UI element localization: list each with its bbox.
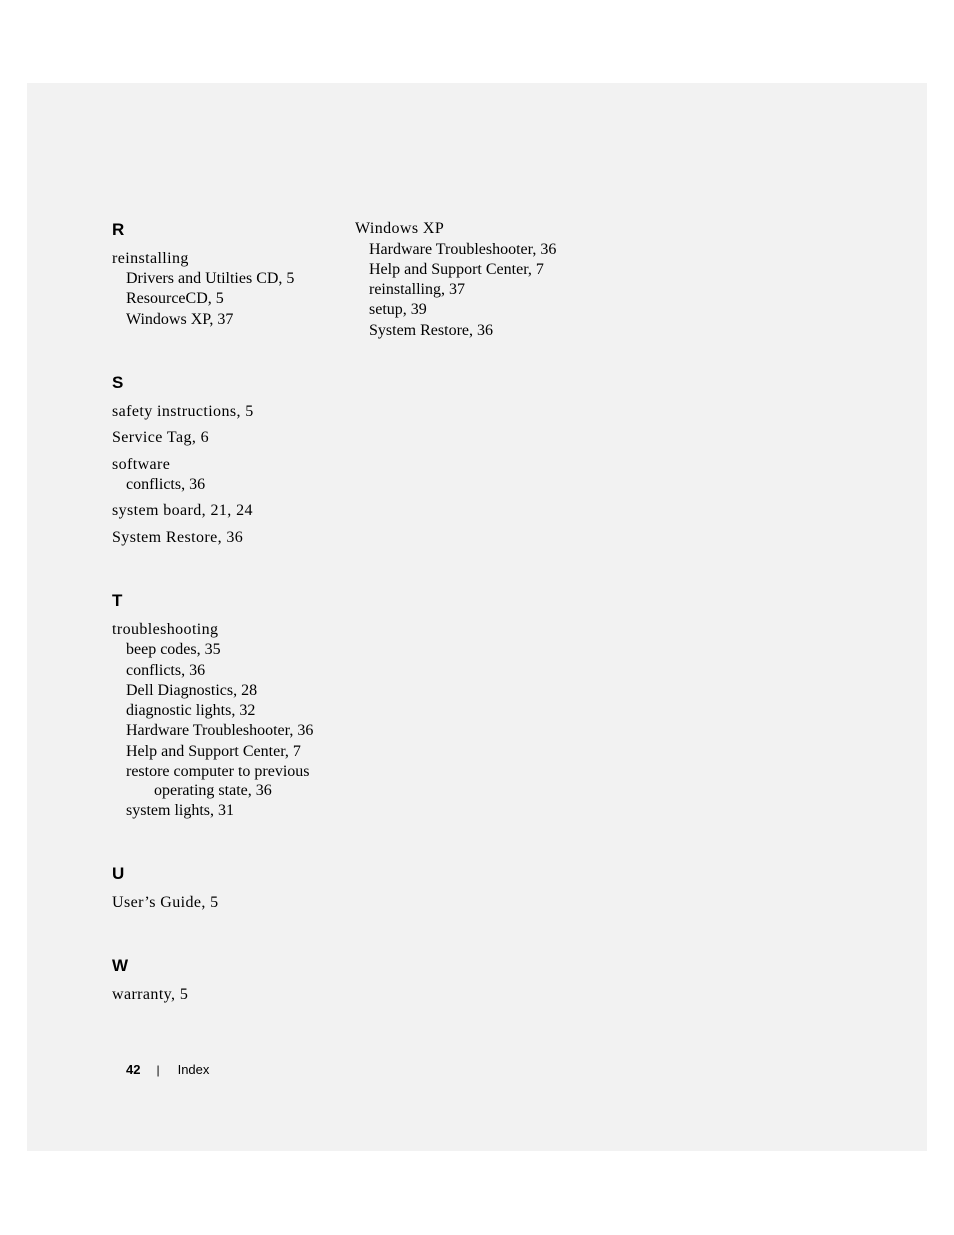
index-entry: warranty, 5 (112, 986, 189, 1003)
index-subentry: Dell Diagnostics, 28 (126, 682, 258, 699)
index-subentry: setup, 39 (369, 301, 427, 318)
index-subentry: Help and Support Center, 7 (126, 743, 301, 760)
index-subentry: Drivers and Utilties CD, 5 (126, 270, 295, 287)
section-letter-s: S (112, 373, 124, 392)
index-subentry: Hardware Troubleshooter, 36 (126, 722, 314, 739)
footer-section-title: Index (177, 1062, 210, 1077)
index-entry: User’s Guide, 5 (112, 894, 219, 911)
index-subentry: Windows XP, 37 (126, 311, 234, 328)
index-entry: safety instructions, 5 (112, 403, 254, 420)
section-letter-u: U (112, 864, 125, 883)
index-subentry: restore computer to previous (126, 763, 310, 780)
index-subentry: conflicts, 36 (126, 662, 206, 679)
section-letter-w: W (112, 956, 129, 975)
index-entry: software (112, 456, 171, 473)
section-letter-r: R (112, 220, 125, 239)
index-subentry: Help and Support Center, 7 (369, 261, 544, 278)
page (27, 83, 927, 1151)
index-entry: troubleshooting (112, 621, 219, 638)
index-subentry: ResourceCD, 5 (126, 290, 224, 307)
index-subentry: beep codes, 35 (126, 641, 221, 658)
index-subentry: conflicts, 36 (126, 476, 206, 493)
index-entry: Service Tag, 6 (112, 429, 210, 446)
index-subentry: Hardware Troubleshooter, 36 (369, 241, 557, 258)
section-letter-t: T (112, 591, 123, 610)
footer-separator: | (156, 1063, 160, 1077)
page-footer (126, 1061, 209, 1079)
index-entry: reinstalling (112, 250, 189, 267)
index-subentry: reinstalling, 37 (369, 281, 465, 298)
index-entry: system board, 21, 24 (112, 502, 253, 519)
index-subentry: diagnostic lights, 32 (126, 702, 256, 719)
index-entry: System Restore, 36 (112, 529, 244, 546)
index-subentry: system lights, 31 (126, 802, 235, 819)
index-subentry: System Restore, 36 (369, 322, 493, 339)
index-entry: Windows XP (355, 220, 445, 237)
index-subentry-continuation: operating state, 36 (154, 782, 272, 799)
page-number: 42 (126, 1062, 141, 1077)
